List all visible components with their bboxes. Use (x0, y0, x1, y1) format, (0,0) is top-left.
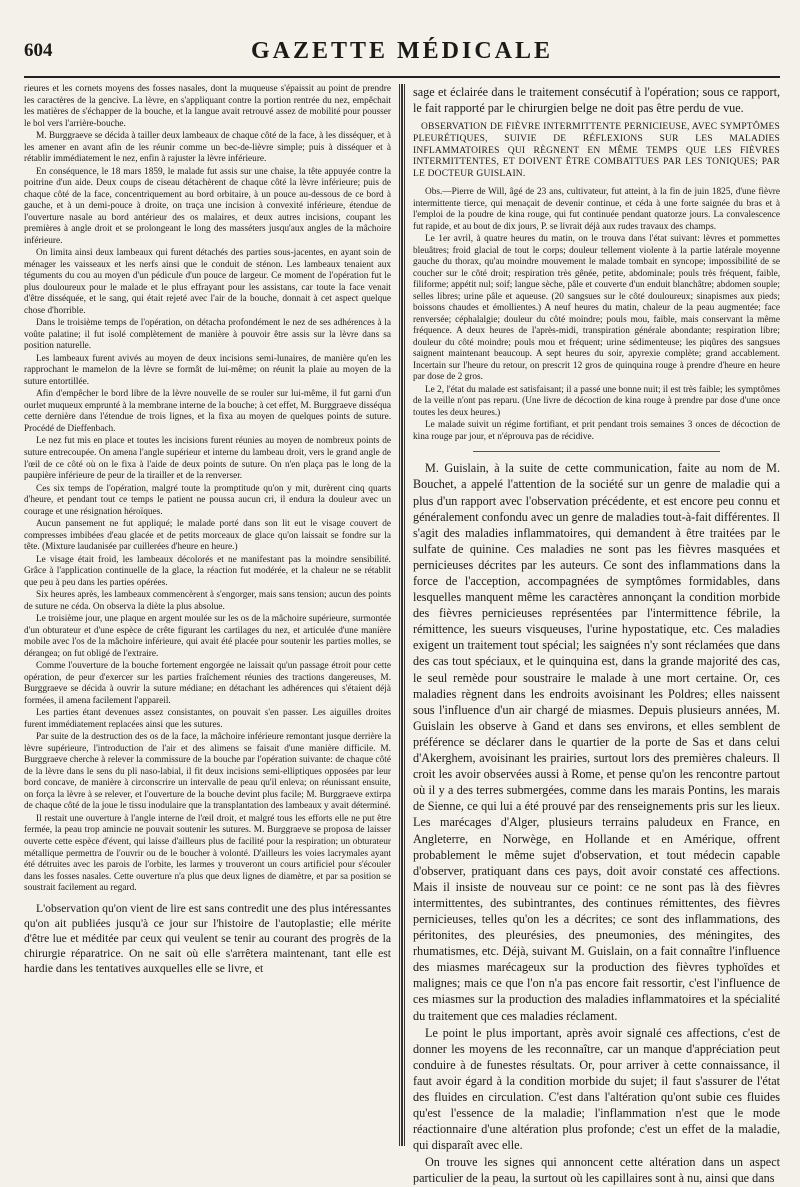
paragraph: Le 1er avril, à quatre heures du matin, on le trouva dans l'état suivant: lèvres et pommettes bleuâtres; froid glacial de tout le corps; douleur tellement violente à la partie latérale moyenne gauche du thorax, qu'au moindre mouvement le malade tombait en syncope; impossibilité de se coucher sur le côté droit; respiration très gênée, petite, abdominale; pouls très fréquent, faible, filiforme; appétit nul; soif; langue sèche, pâle et couverte d'un enduit blanchâtre; abdomen souple; selles libres; urine pâle et aqueuse. (20 sangsues sur le côté douloureux; sinapismes aux pieds; boissons chaudes et émollientes.) A neuf heures du matin, chaleur de la peau augmentée; face renversée; céphalalgie; douleur du côté moindre; pouls mou, faible, mais conservant la même fréquence. A deux heures de l'après-midi, transpiration générale abondante; respiration libre; douleur du côté moindre; pouls mou et fréquent; urine sédimenteuse; les piqûres des sangsues saignent maintenant beaucoup. A sept heures du soir, apyrexie complète; grand accablement. Incertain sur l'heure du retour, on prescrit 12 gros de quinquina rouge à prendre d'heure en heure par dose de 2 gros. (413, 234, 781, 383)
journal-title: GAZETTE MÉDICALE (250, 38, 554, 64)
paragraph: Il restait une ouverture à l'angle interne de l'œil droit, et malgré tous les efforts elle ne put être fermée, la peau trop amincie ne pouvait soutenir les sutures. M. Burggraeve se proposa de laisser ouverte cette espèce d'évent, qui laisse d'ailleurs plus de facilité pour la respiration; un obturateur métallique permettra de l'ouvrir ou de le boucher à volonté. D'ailleurs les voies lacrymales ayant été détruites avec les parois de l'orbite, les larmes y trouveront un cours artificiel pour s'écouler dans les fosses nasales. Cette ouverture n'a plus que deux lignes de diamètre, et par sa position se soustrait facilement au regard. (24, 813, 392, 894)
paragraph: Obs.—Pierre de Will, âgé de 23 ans, cultivateur, fut atteint, à la fin de juin 1825, d'une fièvre intermittente tierce, qui menaçait de devenir continue, et céda à une forte saignée du bras et à l'emploi de la poudre de kina rouge, qui fut continuée pendant quatorze jours. La convalescence fut rapide, et au bout de dix jours, P. se livrait déjà aux rudes travaux des champs. (413, 187, 781, 232)
paragraph: Comme l'ouverture de la bouche fortement engorgée ne laissait qu'un passage étroit pour cette opération, de peur d'exercer sur les parties fraîchement réunies des tractions dangereuses, M. Burggraeve se décida à ouvrir la suture médiane; en détachant les adhérences qui s'étaient déjà formées, il amena facilement l'appareil. (24, 661, 392, 706)
column-rule (399, 84, 405, 1146)
paragraph: Aucun pansement ne fut appliqué; le malade porté dans son lit eut le visage couvert de compresses imbibées d'eau glacée et de petits morceaux de glace qu'on laissait se fondre sur la tête. (Mixture laudanisée par cuillerées d'heure en heure.) (24, 519, 392, 553)
paragraph: Les parties étant devenues assez consistantes, on pouvait s'en passer. Les aiguilles droites furent immédiatement replacées ainsi que les sutures. (24, 708, 392, 730)
left-column (24, 84, 391, 1146)
right-column (413, 84, 781, 1186)
lead-paragraph: sage et éclairée dans le traitement consécutif à l'opération; sous ce rapport, le fait rapporté par le chirurgien belge ne doit pas être perdu de vue. (413, 85, 781, 116)
page-number: 604 (24, 40, 53, 61)
paragraph: Le visage était froid, les lambeaux décolorés et ne manifestant pas la moindre sensibilité. Grâce à l'application continuelle de la glace, la réaction fut modérée, et la chaleur ne se rétablit que peu à peu dans les parties opérées. (24, 554, 392, 588)
observation-body (413, 187, 780, 443)
article-columns (24, 84, 781, 1186)
page-header (24, 0, 780, 78)
header-rule (24, 76, 780, 78)
observation-title: OBSERVATION DE FIÈVRE INTERMITTENTE PERNICIEUSE, AVEC SYMPTÔMES PLEURÉTIQUES, SUIVIE DE RÉFLEXIONS SUR LES MALADIES INFLAMMATOIRES QUI RÈGNENT EN MÊME TEMPS QUE LES FIÈVRES INTERMITTENTES, ET DOIVENT ÊTRE COMBATTUES PAR LES TONIQUES; PAR LE DOCTEUR GUISLAIN. (413, 122, 781, 180)
paragraph: rieures et les cornets moyens des fosses nasales, dont la muqueuse s'épaissit au point de prendre les caractères de la gencive. La lèvre, en s'appliquant contre la portion rentrée du nez, empêchait les matières de s'échapper de la bouche, et la langue avait retrouvé assez de mobilité pour pousser le bol vers l'arrière-bouche. (24, 84, 392, 129)
paragraph: On trouve les signes qui annoncent cette altération dans un aspect particulier de la peau, la surtout où les capillaires sont à nu, ainsi que dans (413, 1155, 781, 1186)
paragraph: Le malade suivit un régime fortifiant, et prit pendant trois semaines 3 onces de décoction de kina rouge par jour, et n'éprouva pas de récidive. (413, 420, 781, 442)
closing-paragraph: L'observation qu'on vient de lire est sans contredit une des plus intéressantes qu'on ait publiées jusqu'à ce jour sur l'histoire de l'autoplastie; elle mérite d'être lue et méditée par ceux qui veulent se tenir au courant des progrès de la chirurgie réparatrice. On ne sait où elle s'arrêtera maintenant, tant elle est hardie dans les tentatives auxquelles elle se livre, et (24, 901, 392, 975)
paragraph: Six heures après, les lambeaux commencèrent à s'engorger, mais sans tension; aucun des points de suture ne céda. On observa la diète la plus absolue. (24, 590, 392, 612)
paragraph: Le 2, l'état du malade est satisfaisant; il a passé une bonne nuit; il est très faible; les symptômes de la veille n'ont pas reparu. (Une livre de décoction de kina rouge à prendre par dose d'une once toutes les deux heures.) (413, 384, 781, 418)
paragraph: Le nez fut mis en place et toutes les incisions furent réunies au moyen de nombreux points de suture entrecoupée. On amena l'angle supérieur et interne du lambeau droit, vers le grand angle de l'œil de ce côté où on le fixa à l'aide de deux points de suture. On n'en plaça pas le long de la paupière inférieure de peur de la tirailler et de la renverser. (24, 436, 392, 482)
paragraph: On limita ainsi deux lambeaux qui furent détachés des parties sous-jacentes, en ayant soin de ménager les vaisseaux et les nerfs ainsi que le conduit de sténon. Les lambeaux tenaient aux téguments du cou au moyen d'un pédicule d'un pouce de largeur. Ce moment de l'opération fut le plus douloureux pour le malade et le plus effrayant pour les assistans, car toute la face venait d'être disséquée, et le sang, qui était rejeté avec l'air de la bouche, donnait à cet aspect quelque chose d'horrible. (24, 248, 392, 316)
paragraph: Le troisième jour, une plaque en argent moulée sur les os de la mâchoire supérieure, surmontée d'un obturateur et d'une espèce de crête figurant les cartilages du nez, et articulée d'une manière mobile avec l'os de la mâchoire inférieure, qui avait été placée pour soutenir les parties molles, se dérangea; on fut obligé de l'extraire. (24, 614, 392, 659)
paragraph: Dans le troisième temps de l'opération, on détacha profondément le nez de ses adhérences à la voûte palatine; il fut isolé complètement de manière à pouvoir être assis sur la lèvre dans sa position naturelle. (24, 318, 392, 352)
paragraph: En conséquence, le 18 mars 1859, le malade fut assis sur une chaise, la tête appuyée contre la poitrine d'un aide. Deux coups de ciseau détachèrent de chaque côté la lèvre inférieure; puis de chaque côté de la face, concentriquement au bord orbitaire, à un pouce au-dessous de ce bord à gauche, et à un demi-pouce à droite, on traça une incision à convexité inférieure, étendue de l'ouverture nasale au bord antérieur des os malaires, et deux autres incisions, coupant les premières à angle droit et se prolongeant le long des masséters jusqu'aux angles de la mâchoire inférieure. (24, 166, 392, 246)
paragraph: M. Guislain, à la suite de cette communication, faite au nom de M. Bouchet, a appelé l'attention de la société sur un genre de maladie qui a plus d'un rapport avec l'observation précédente, et est encore peu connu et généralement confondu avec un genre de maladies tout-à-fait différentes. Il s'agit des maladies inflammatoires, qui demandent à être traitées par le sulfate de quinine. Ces maladies ne sont pas les fièvres masquées et pernicieuses décrites par les auteurs. Ce sont des inflammations dans la force de l'acception, accompagnées de symptômes formidables, dans lesquelles manquent même les caractères annonçant la condition morbide des fièvres pernicieuses représentées par l'intermittence fébrile, la rémittence, les sueurs visqueuses, l'urine hypostatique, etc. Ces maladies exigent un traitement tout spécial; les saignées n'y sont réclamées que dans des cas tout spéciaux, et le quinquina est, dans la grande majorité des cas, le seul remède pour soustraire le malade à une mort certaine. Or, ces maladies règnent dans les endroits avoisinant les Poldres; elles naissent sous l'influence d'un air chargé de miasmes. Depuis plusieurs années, M. Guislain les observe à Gand et dans ses environs, et elles semblent de préférence se déclarer dans le quartier de la porte de Sas et dans celui d'Akerghem, avoisinant les prairies, surtout lors des premières chaleurs. Il croit les avoir observées aussi à Rome, et pense qu'on les rencontre partout où il y a des terres submergées, comme dans les marais Pontins, les marais de Sienne, ce qui lui a été prouvé par des renseignements pris sur les lieux. Les marécages d'Alger, plusieurs terrains paludeux en France, en Angleterre, en Norwège, en Hollande et en Amérique, offrent probablement le même sujet d'observation, et tout médecin capable d'observer, pratiquant dans ces pays, doit avoir constaté ces affections. Mais il insiste de nouveau sur ce point: ce ne sont pas là des fièvres intermittentes, des subintrantes, des continues rémittentes, des fièvres pernicieuses, telles qu'on les a décrites; ce sont des inflammations, des péritonites, des pleurésies, des pneumonies, des méningites, des rhumatismes, etc. Déjà, suivant M. Guislain, on a fait connaître l'influence des miasmes marécageux sur la production des fièvres typhoïdes et malignes; mais ce que l'on n'a pas encore fait ressortir, c'est l'influence de ces miasmes sur la production des maladies inflammatoires et la spécialité du traitement que ces maladies réclament. (413, 461, 781, 1023)
paragraph: M. Burggraeve se décida à tailler deux lambeaux de chaque côté de la face, à les disséquer, et à les amener en avant afin de les réunir comme un bec-de-lièvre simple; puis à disséquer et à rétablir immédiatement le nez, enfin à rajuster la lèvre inférieure. (24, 131, 392, 165)
paragraph: Le point le plus important, après avoir signalé ces affections, c'est de donner les moyens de les reconnaître, car un manque d'appréciation peut conduire à de funestes résultats. Or, pour arriver à cette connaissance, il faut avoir égard à la condition morbide du sujet; il faut s'assurer de l'état des fluides en circulation. C'est dans l'altération qu'ont subie ces fluides qu'est l'essence de la maladie; l'inflammation n'est que le mode réactionnaire d'une altération plus profonde; c'est un effet de la maladie, qui disparaît avec elle. (413, 1025, 781, 1153)
paragraph: Afin d'empêcher le bord libre de la lèvre nouvelle de se rouler sur lui-même, il fut garni d'un ourlet muqueux emprunté à la membrane interne de la bouche; à cet effet, M. Burggraeve disséqua cette dernière dans l'étendue de trois lignes, et la fixa au moyen de quelques points de suture. Procédé de Dieffenbach. (24, 389, 392, 434)
section-divider (473, 451, 720, 452)
paragraph: Par suite de la destruction des os de la face, la mâchoire inférieure remontant jusque derrière la lèvre supérieure, l'introduction de l'air et des alimens se faisait d'une manière difficile. M. Burggraeve cherche à relever la commissure de la bouche par l'opération suivante: de chaque côté de la lèvre dans le sens du pli naso-labial, il fit deux incisions semi-elliptiques opposées par leur bord concave, de manière à circonscrire un intervalle de peau qu'il enleva; on réunissant ensuite, on força la lèvre à se relever, et l'ouverture de la bouche devint plus facile; M. Burggraeve extirpa de chaque côté de la joue le tissu inodulaire que la transplantation des lambeaux y avait déterminé. (24, 732, 392, 812)
paragraph: Ces six temps de l'opération, malgré toute la promptitude qu'on y mit, durèrent cinq quarts d'heure, et pendant tout ce temps le patient ne poussa aucun cri, il endura la douleur avec un courage et une résignation héroïques. (24, 483, 392, 517)
paragraph: Les lambeaux furent avivés au moyen de deux incisions semi-lunaires, de manière qu'en les rapprochant le mamelon de la lèvre se formât de lui-même; on réunit la plaie au moyen de la suture entortillée. (24, 353, 392, 387)
